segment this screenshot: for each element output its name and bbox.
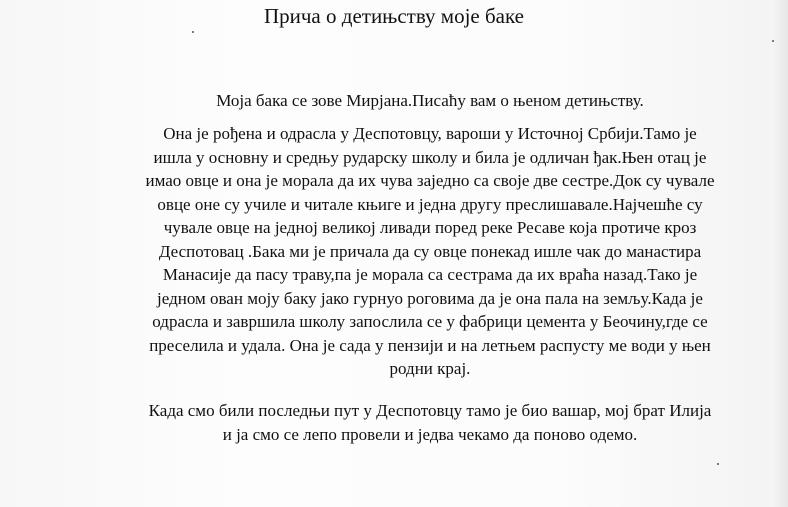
text-line: Манасије да пасу траву,па је морала са сестрама да их враћа назад.Тако је	[162, 265, 698, 284]
paragraph-closing	[40, 399, 788, 446]
text-line: родни крај.	[389, 359, 471, 378]
text-line: и ја смо се лепо провели и једва чекамо да поново одемо.	[222, 424, 638, 444]
text-line: Деспотовац .Бака ми је причала да су овце понекад ишле чак до манастира	[158, 241, 702, 261]
text-line: овце оне су училе и читале књиге и једна другу преслишавале.Најчешће су	[157, 194, 703, 214]
paragraph-intro	[40, 89, 788, 113]
text-line: ишла у основну и средњу рударску школу и била је одличан ђак.Њен отац је	[153, 147, 707, 167]
text-line: једном ован моју баку јако гурнуо роговима да је она пала на земљу.Када је	[157, 288, 703, 308]
text-line: Моја бака се зове Мирјана.Писаћу вам о њеном детињству.	[216, 91, 644, 110]
text-line: преселила и удала. Она је сада у пензији и на летњем распусту ме води у њен	[149, 335, 711, 355]
scan-speck	[772, 40, 774, 42]
text-line: одрасла и завршила школу запослила се у фабрици цемента у Беочину,где се	[152, 312, 708, 331]
document-title: Прича о детињству моје баке	[263, 4, 525, 28]
text-line: чувале овце на једној великој ливади поред реке Ресаве која протиче кроз	[163, 218, 697, 237]
text-line: Када смо били последњи пут у Деспотовцу тамо је био вашар, мој брат Илија	[148, 401, 712, 420]
scan-speck	[192, 31, 194, 33]
text-line: имао овце и она је морала да их чува заједно са своје две сестре.Док су чувале	[145, 171, 715, 190]
scan-speck	[717, 463, 719, 465]
paragraph-story	[40, 122, 788, 381]
text-line: Она је рођена и одрасла у Деспотовцу, вароши у Источној Србији.Тамо је	[163, 124, 697, 143]
